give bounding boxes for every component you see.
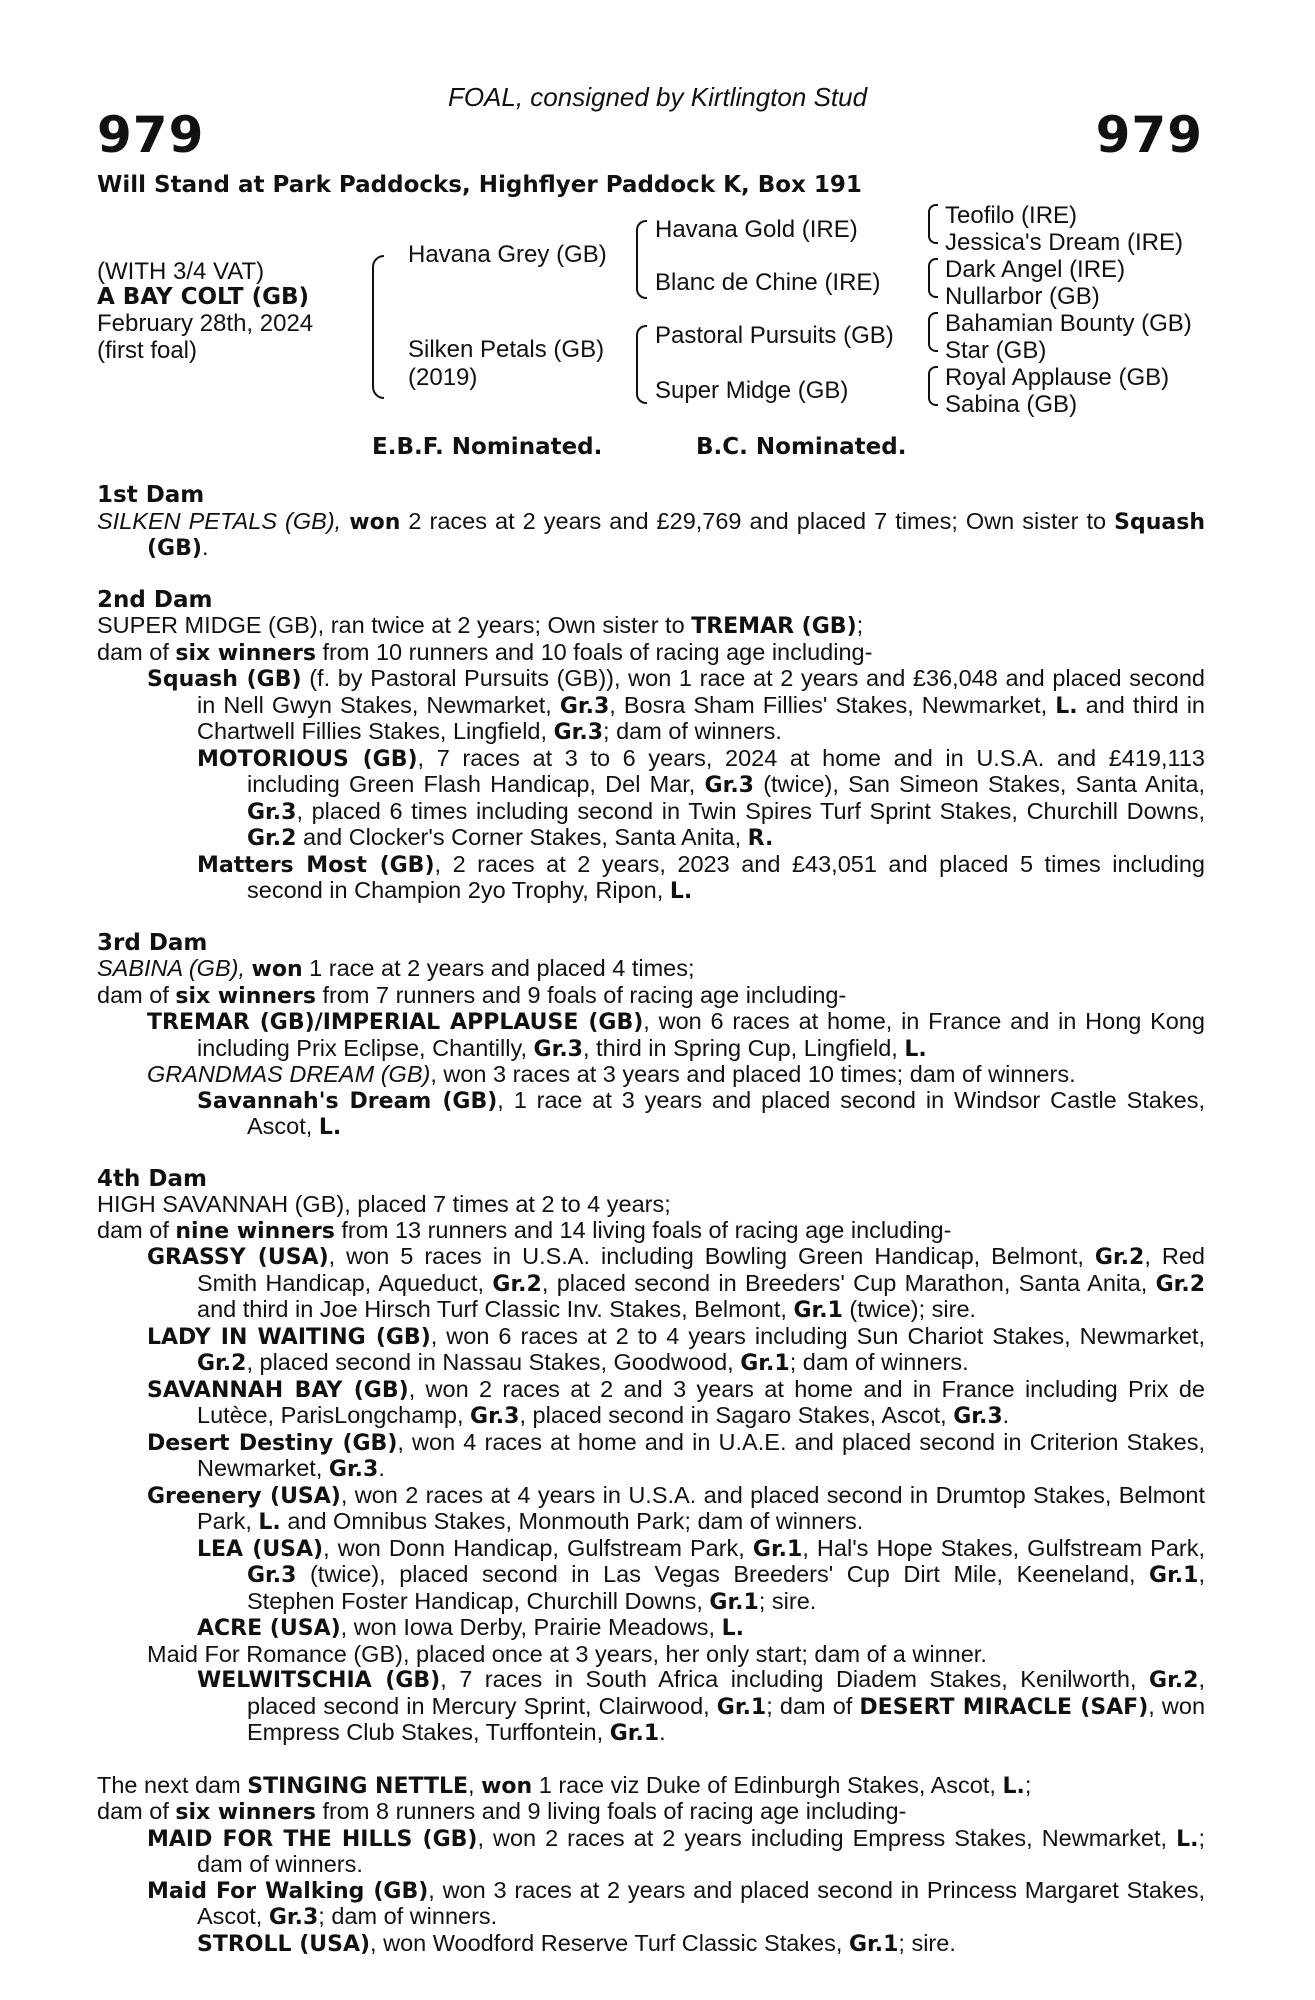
next-dam-line1: The next dam STINGING NETTLE, won 1 race viz Duke of Edinburgh Stakes, Ascot, L.; [97,1771,1032,1799]
pedigree-dam: Silken Petals (GB) [408,336,605,363]
produce-welwitschia: WELWITSCHIA (GB), 7 races in South Africa including Diadem Stakes, Kenilworth, Gr.2, placed second in Mercury Sprint, Clairwood, Gr.1; dam of DESERT MIRACLE (SAF), won Empress Club Stakes, Turffontein, Gr.1. [197,1666,1206,1746]
pedigree-sire: Havana Grey (GB) [408,241,607,268]
pedigree-g6: Star (GB) [945,337,1047,364]
bc-nominated: B.C. Nominated. [696,434,907,460]
pedigree-dam-dam: Super Midge (GB) [655,377,849,404]
pedigree-dam-year: (2019) [408,364,478,391]
next-dam-section [97,1773,1205,1958]
first-dam-entry: SILKEN PETALS (GB), won 2 races at 2 years and £29,769 and placed 7 times; Own sister to Squash (GB). [97,507,1205,561]
pedigree-g4: Nullarbor (GB) [945,283,1100,310]
consignor-line: FOAL, consigned by Kirtlington Stud [447,82,868,112]
first-dam-title: 1st Dam [97,482,205,508]
produce-maid-for-the-hills: MAID FOR THE HILLS (GB), won 2 races at 2 years including Empress Stakes, Newmarket, L.; dam of winners. [147,1824,1205,1877]
second-dam-title: 2nd Dam [97,586,213,613]
second-dam-line2: dam of six winners from 10 runners and 10 foals of racing age including- [97,638,873,666]
produce-matters-most: Matters Most (GB), 2 races at 2 years, 2023 and £43,051 and placed 5 times including second in Champion 2yo Trophy, Ripon, L. [197,850,1205,904]
lot-number-right: 979 [1095,106,1203,164]
lot-number-left: 979 [97,106,205,164]
fourth-dam-line1: HIGH SAVANNAH (GB), placed 7 times at 2 to 4 years; [97,1191,671,1217]
stand-location: Will Stand at Park Paddocks, Highflyer Paddock K, Box 191 [97,172,862,198]
produce-squash: Squash (GB) (f. by Pastoral Pursuits (GB)), won 1 race at 2 years and £36,048 and placed second in Nell Gwyn Stakes, Newmarket, Gr.3, Bosra Sham Fillies' Stakes, Newmarket, L. and third in Chartwell Fillies Stakes, Lingfield, Gr.3; dam of winners. [147,665,1206,745]
pedigree-g3: Dark Angel (IRE) [945,256,1126,283]
produce-lady-in-waiting: LADY IN WAITING (GB), won 6 races at 2 to 4 years including Sun Chariot Stakes, Newmarket, Gr.2, placed second in Nassau Stakes, Goodwood, Gr.1; dam of winners. [147,1322,1205,1376]
foal-description: A BAY COLT (GB) [97,284,310,310]
third-dam-title: 3rd Dam [97,929,208,956]
produce-greenery: Greenery (USA), won 2 races at 4 years in U.S.A. and placed second in Drumtop Stakes, Belmont Park, L. and Omnibus Stakes, Monmouth Park; dam of winners. [147,1481,1205,1535]
produce-tremar: TREMAR (GB)/IMPERIAL APPLAUSE (GB), won 6 races at home, in France and in Hong Kong including Prix Eclipse, Chantilly, Gr.3, third in Spring Cup, Lingfield, L. [147,1008,1206,1062]
pedigree-brace-g3 [928,312,938,352]
next-dam-line2: dam of six winners from 8 runners and 9 living foals of racing age including- [97,1798,907,1825]
third-dam-line1: SABINA (GB), won 1 race at 2 years and placed 4 times; [97,955,695,982]
produce-maid-for-walking: Maid For Walking (GB), won 3 races at 2 years and placed second in Princess Margaret Stakes, Ascot, Gr.3; dam of winners. [147,1876,1205,1930]
pedigree-brace-g2 [928,258,938,298]
fourth-dam-line2: dam of nine winners from 13 runners and 14 living foals of racing age including- [97,1216,952,1244]
produce-grassy: GRASSY (USA), won 5 races in U.S.A. including Bowling Green Handicap, Belmont, Gr.2, Red Smith Handicap, Aqueduct, Gr.2, placed second in Breeders' Cup Marathon, Santa Anita, Gr.2 and third in Joe Hirsch Turf Classic Inv. Stakes, Belmont, Gr.1 (twice); sire. [147,1243,1206,1323]
second-dam-line1: SUPER MIDGE (GB), ran twice at 2 years; Own sister to TREMAR (GB); [97,612,864,639]
pedigree-g7: Royal Applause (GB) [945,364,1170,391]
first-dam-section [97,483,1205,562]
ebf-nominated: E.B.F. Nominated. [372,434,603,460]
foal-note: (first foal) [97,337,198,364]
vat-note: (WITH 3/4 VAT) [97,258,265,285]
produce-grandmas-dream: GRANDMAS DREAM (GB), won 3 races at 3 years and placed 10 times; dam of winners. [147,1061,1076,1087]
produce-motorious: MOTORIOUS (GB), 7 races at 3 to 6 years, 2024 at home and in U.S.A. and £419,113 including Green Flash Handicap, Del Mar, Gr.3 (twice), San Simeon Stakes, Santa Anita, Gr.3, placed 6 times including second in Twin Spires Turf Sprint Stakes, Churchill Downs, Gr.2 and Clocker's Corner Stakes, Santa Anita, R. [197,744,1205,851]
fourth-dam-title: 4th Dam [97,1165,207,1192]
produce-lea: LEA (USA), won Donn Handicap, Gulfstream Park, Gr.1, Hal's Hope Stakes, Gulfstream Park, Gr.3 (twice), placed second in Las Vegas Breeders' Cup Dirt Mile, Keeneland, Gr.1, Stephen Foster Handicap, Churchill Downs, Gr.1; sire. [197,1534,1205,1615]
produce-desert-destiny: Desert Destiny (GB), won 4 races at home and in U.A.E. and placed second in Criterion Stakes, Newmarket, Gr.3. [147,1428,1206,1482]
pedigree-sire-sire: Havana Gold (IRE) [655,216,858,243]
fourth-dam-section [97,1167,1205,1747]
produce-stroll: STROLL (USA), won Woodford Reserve Turf Classic Stakes, Gr.1; sire. [197,1929,956,1957]
second-dam-section [97,588,1205,905]
produce-acre: ACRE (USA), won Iowa Derby, Prairie Meadows, L. [197,1614,744,1641]
produce-savannahs-dream: Savannah's Dream (GB), 1 race at 3 years and placed second in Windsor Castle Stakes, Ascot, L. [197,1086,1205,1140]
pedigree-sire-dam: Blanc de Chine (IRE) [655,269,881,296]
pedigree-g5: Bahamian Bounty (GB) [945,310,1192,337]
pedigree-g2: Jessica's Dream (IRE) [945,229,1183,256]
produce-maid-for-romance: Maid For Romance (GB), placed once at 3 years, her only start; dam of a winner. [147,1640,987,1667]
pedigree-g1: Teofilo (IRE) [945,202,1078,229]
produce-savannah-bay: SAVANNAH BAY (GB), won 2 races at 2 and 3 years at home and in France including Prix de Lutèce, ParisLongchamp, Gr.3, placed second in Sagaro Stakes, Ascot, Gr.3. [147,1375,1205,1429]
pedigree-dam-sire: Pastoral Pursuits (GB) [655,322,894,349]
catalogue-body [97,483,1205,1983]
pedigree-brace-g4 [928,366,938,406]
pedigree-brace-sire [636,220,647,299]
pedigree-g8: Sabina (GB) [945,391,1078,418]
pedigree-brace-dam [636,325,647,404]
third-dam-section [97,931,1205,1141]
foal-dob: February 28th, 2024 [97,310,314,337]
pedigree-brace-g1 [928,204,938,244]
pedigree-brace-main [372,255,384,399]
third-dam-line2: dam of six winners from 7 runners and 9 foals of racing age including- [97,981,847,1009]
